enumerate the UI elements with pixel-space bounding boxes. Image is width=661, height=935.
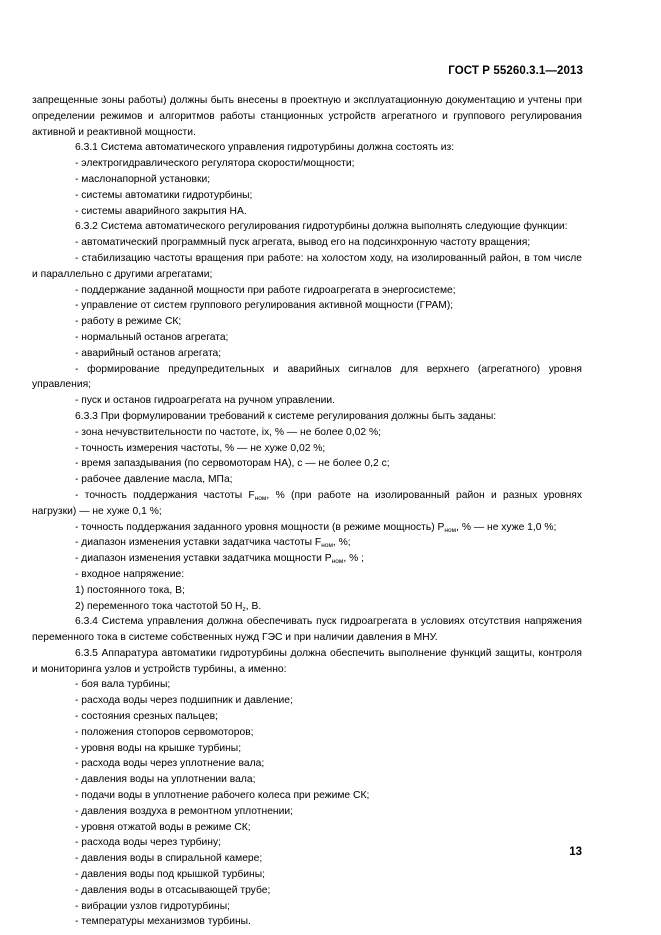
- list-item: - давления воды в спиральной камере;: [75, 853, 263, 865]
- list-item: - давления воздуха в ремонтном уплотнении;: [75, 805, 293, 817]
- list-item: 2) переменного тока частотой 50 $H_z$, В.: [75, 600, 262, 613]
- section-heading-6-3-2: 6.3.2 Система автоматического регулирования гидротурбины должна выполнять следующие функции:: [75, 221, 568, 233]
- list-item: - точность поддержания заданного уровня мощности (в режиме мощность) $P_{ном}$, % — не хуже 1,0 %;: [75, 521, 557, 534]
- list-item: - нормальный останов агрегата;: [75, 331, 229, 343]
- list-item: - боя вала турбины;: [75, 679, 171, 691]
- list-item: - подачи воды в уплотнение рабочего колеса при режиме СК;: [75, 790, 370, 802]
- list-item: - диапазон изменения уставки задатчика мощности $P_{ном}$, % ;: [75, 553, 364, 566]
- subscript: ном: [331, 558, 344, 566]
- list-item: - состояния срезных пальцев;: [75, 711, 218, 723]
- document-body: [32, 93, 582, 930]
- list-item: - работу в режиме СК;: [75, 316, 182, 328]
- list-item: - давления воды под крышкой турбины;: [75, 869, 265, 881]
- subscript: z: [242, 605, 246, 613]
- list-item: - вибрации узлов гидротурбины;: [75, 900, 230, 912]
- list-item: 1) постоянного тока, В;: [75, 584, 185, 596]
- list-item: - температуры механизмов турбины.: [75, 916, 251, 928]
- list-item: - расхода воды через подшипник и давление;: [75, 695, 293, 707]
- list-item: - диапазон изменения уставки задатчика частоты $F_{ном}$, %;: [75, 537, 351, 550]
- section-heading-6-3-3: 6.3.3 При формулировании требований к системе регулирования должны быть заданы:: [75, 410, 497, 422]
- list-item: - управление от систем группового регулирования активной мощности (ГРАМ);: [75, 300, 454, 312]
- list-item: - точность поддержания частоты $F_{ном}$, % (при работе на изолированный район и разных уровнях нагрузки) — не хуже 0,1 %;: [32, 489, 583, 517]
- list-item: - расхода воды через турбину;: [75, 837, 221, 849]
- list-item: - формирование предупредительных и аварийных сигналов для верхнего (агрегатного) уровня управления;: [32, 363, 582, 391]
- list-item: - входное напряжение:: [75, 568, 185, 580]
- list-item: - автоматический программный пуск агрегата, вывод его на подсинхронную частоту вращения;: [75, 237, 531, 249]
- page-number: 13: [569, 846, 582, 858]
- list-item: - маслонапорной установки;: [75, 173, 211, 185]
- subscript: ном: [254, 494, 267, 502]
- list-item: - время запаздывания (по сервомоторам НА), с — не более 0,2 с;: [75, 458, 390, 470]
- list-item: - расхода воды через уплотнение вала;: [75, 758, 265, 770]
- section-heading-6-3-5: 6.3.5 Аппаратура автоматики гидротурбины должна обеспечить выполнение функций защиты, контроля и мониторинга узлов и устройств турбины, а именно:: [32, 647, 582, 675]
- list-item: - поддержание заданной мощности при работе гидроагрегата в энергосистеме;: [75, 284, 456, 296]
- paragraph: запрещенные зоны работы) должны быть внесены в проектную и эксплуатационную документацию и учтены при определении режимов и алгоритмов работы станционных устройств агрегатного и группового регулирования активной и реактивной мощности.: [32, 95, 582, 138]
- list-item: - давления воды в отсасывающей трубе;: [75, 884, 271, 896]
- list-item: - уровня воды на крышке турбины;: [75, 742, 242, 754]
- list-item: - аварийный останов агрегата;: [75, 347, 222, 359]
- list-item: - уровня отжатой воды в режиме СК;: [75, 821, 251, 833]
- list-item: - рабочее давление масла, МПа;: [75, 474, 233, 486]
- section-heading-6-3-4: 6.3.4 Система управления должна обеспечивать пуск гидроагрегата в условиях отсутствия напряжения переменного тока в системе собственных нужд ГЭС и при наличии давления в МНУ.: [32, 616, 582, 644]
- list-item: - пуск и останов гидроагрегата на ручном управлении.: [75, 395, 336, 407]
- list-item: - зона нечувствительности по частоте, ix, % — не более 0,02 %;: [75, 426, 381, 438]
- list-item: - электрогидравлического регулятора скорости/мощности;: [75, 158, 355, 170]
- list-item: - давления воды на уплотнении вала;: [75, 774, 256, 786]
- subscript: ном: [321, 542, 333, 550]
- section-heading-6-3-1: 6.3.1 Система автоматического управления гидротурбины должна состоять из:: [75, 142, 455, 154]
- document-header: ГОСТ Р 55260.3.1—2013: [448, 65, 583, 77]
- list-item: - системы аварийного закрытия НА.: [75, 205, 247, 217]
- list-item: - положения стопоров сервомоторов;: [75, 726, 254, 738]
- subscript: ном: [444, 526, 457, 534]
- list-item: - точность измерения частоты, % — не хуже 0,02 %;: [75, 442, 326, 454]
- list-item: - стабилизацию частоты вращения при работе: на холостом ходу, на изолированный район, в том числе и параллельно с другими агрегатами;: [32, 252, 582, 280]
- list-item: - системы автоматики гидротурбины;: [75, 189, 253, 201]
